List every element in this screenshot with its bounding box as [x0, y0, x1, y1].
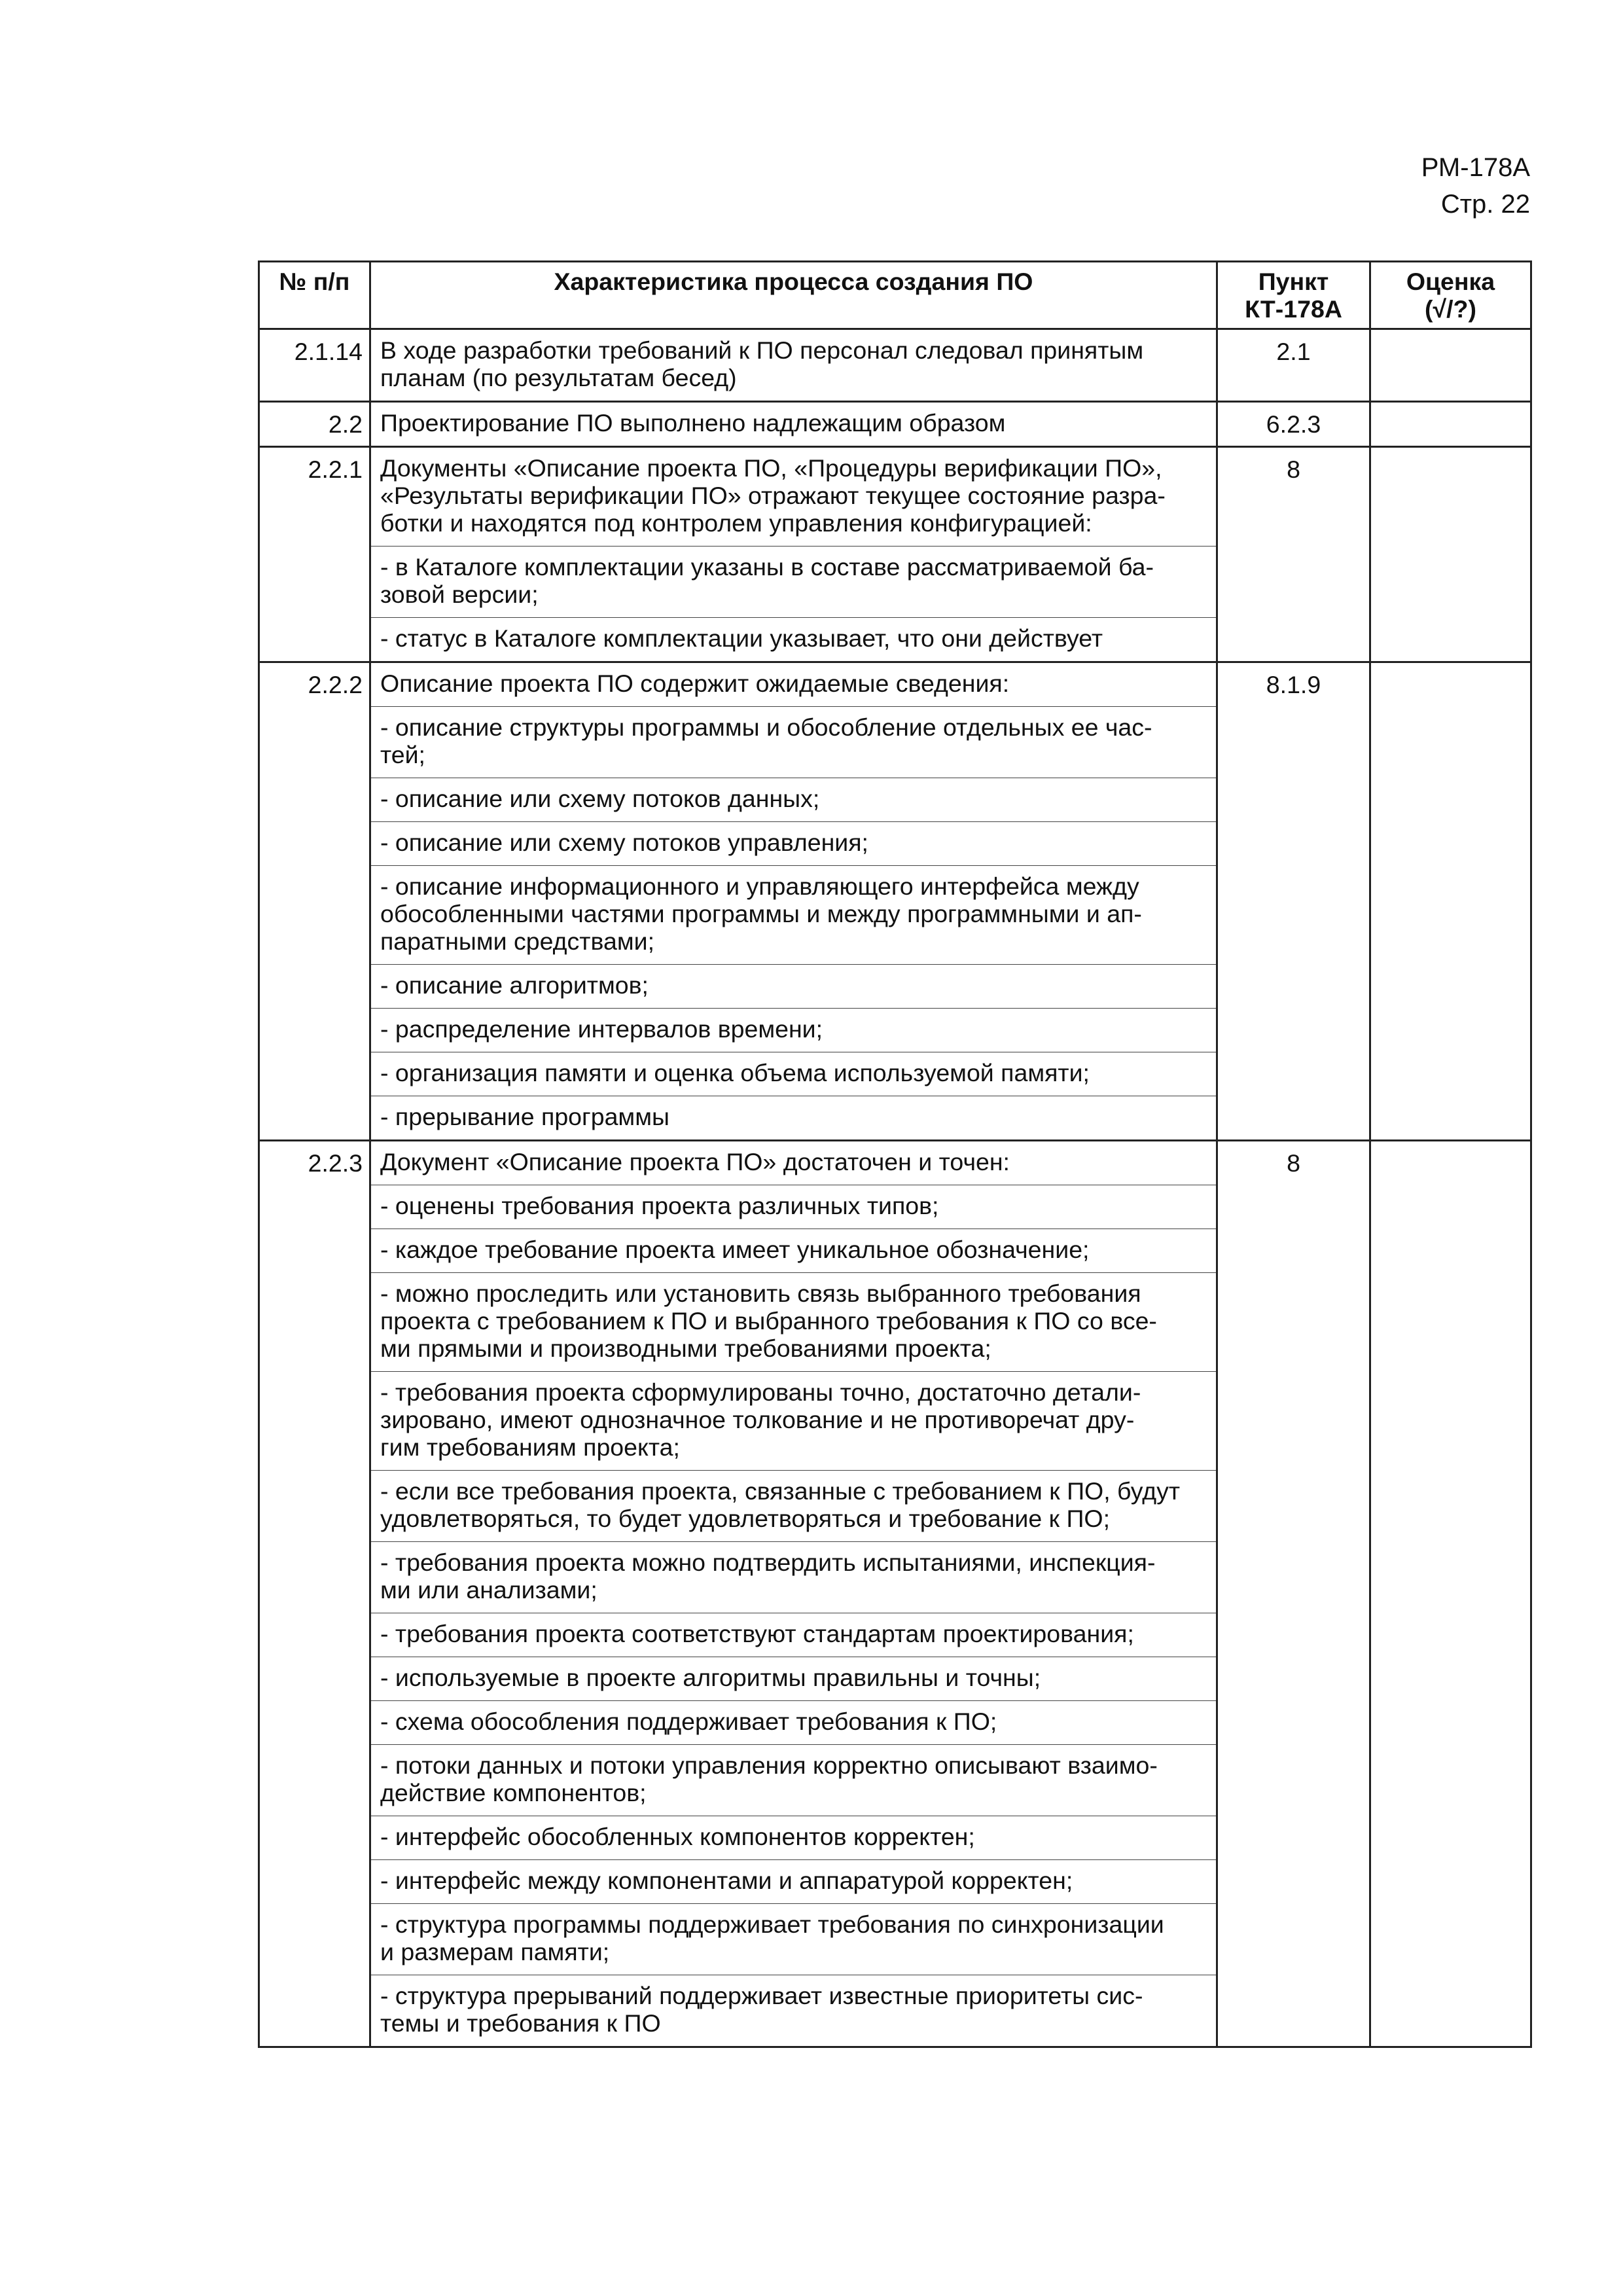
column-header-clause: Пункт КТ-178А: [1217, 262, 1370, 329]
characteristic-paragraph: - интерфейс обособленных компонентов корректен;: [371, 1816, 1216, 1859]
characteristic-paragraph: - в Каталоге комплектации указаны в составе рассматриваемой ба- зовой версии;: [371, 546, 1216, 617]
characteristic-paragraph: Документы «Описание проекта ПО, «Процедуры верификации ПО», «Результаты верификации ПО» отражают текущее состояние разра- ботки и находятся под контролем управления конфигурацией:: [380, 454, 1166, 537]
row-evaluation-cell[interactable]: [1370, 447, 1531, 662]
characteristic-paragraph: - можно проследить или установить связь выбранного требования проекта с требованием к ПО и выбранного требования к ПО со все- ми прямыми и производными требованиями проекта;: [371, 1272, 1216, 1371]
column-header-number: № п/п: [259, 262, 370, 329]
document-code: РМ-178А: [1421, 153, 1530, 182]
row-number: 2.2.1: [259, 447, 370, 662]
characteristic-paragraph: - используемые в проекте алгоритмы правильны и точны;: [371, 1657, 1216, 1700]
table-body: [259, 329, 1531, 2047]
row-evaluation-cell[interactable]: [1370, 329, 1531, 402]
characteristic-paragraph: - описание алгоритмов;: [371, 964, 1216, 1008]
characteristic-paragraph: - оценены требования проекта различных типов;: [371, 1185, 1216, 1229]
characteristic-paragraph: - статус в Каталоге комплектации указывает, что они действует: [371, 617, 1216, 661]
row-characteristic: [370, 329, 1217, 402]
row-characteristic: [370, 402, 1217, 447]
characteristic-paragraph: В ходе разработки требований к ПО персонал следовал принятым планам (по результатам бесед): [380, 336, 1144, 391]
column-header-characteristic: Характеристика процесса создания ПО: [370, 262, 1217, 329]
row-clause-ref: 8: [1217, 447, 1370, 662]
characteristic-paragraph: - прерывание программы: [371, 1096, 1216, 1139]
table-row: [259, 1141, 1531, 2047]
characteristic-paragraph: - структура прерываний поддерживает известные приоритеты сис- темы и требования к ПО: [371, 1975, 1216, 2046]
characteristic-paragraph: - интерфейс между компонентами и аппаратурой корректен;: [371, 1859, 1216, 1903]
row-characteristic: [370, 1141, 1217, 2047]
row-clause-ref: 6.2.3: [1217, 402, 1370, 447]
row-number: 2.2: [259, 402, 370, 447]
page-number: Стр. 22: [1440, 190, 1530, 219]
table-row: [259, 329, 1531, 402]
table-row: [259, 447, 1531, 662]
characteristic-paragraph: - описание структуры программы и обособление отдельных ее час- тей;: [371, 706, 1216, 778]
characteristic-paragraph: Описание проекта ПО содержит ожидаемые сведения:: [380, 670, 1010, 697]
row-characteristic: [370, 447, 1217, 662]
row-number: 2.1.14: [259, 329, 370, 402]
row-number: 2.2.3: [259, 1141, 370, 2047]
row-clause-ref: 2.1: [1217, 329, 1370, 402]
characteristic-paragraph: - схема обособления поддерживает требования к ПО;: [371, 1700, 1216, 1744]
row-clause-ref: 8: [1217, 1141, 1370, 2047]
row-evaluation-cell[interactable]: [1370, 662, 1531, 1141]
row-evaluation-cell[interactable]: [1370, 1141, 1531, 2047]
checklist-table: [258, 260, 1532, 2048]
characteristic-paragraph: - распределение интервалов времени;: [371, 1008, 1216, 1052]
table-row: [259, 662, 1531, 1141]
table-header-row: [259, 262, 1531, 329]
characteristic-paragraph: - описание или схему потоков управления;: [371, 821, 1216, 865]
page-header: [1421, 149, 1530, 223]
characteristic-paragraph: - структура программы поддерживает требования по синхронизации и размерам памяти;: [371, 1903, 1216, 1975]
column-header-evaluation: Оценка (√/?): [1370, 262, 1531, 329]
row-number: 2.2.2: [259, 662, 370, 1141]
row-characteristic: [370, 662, 1217, 1141]
table-row: [259, 402, 1531, 447]
row-evaluation-cell[interactable]: [1370, 402, 1531, 447]
characteristic-paragraph: - требования проекта можно подтвердить испытаниями, инспекция- ми или анализами;: [371, 1541, 1216, 1613]
characteristic-paragraph: Проектирование ПО выполнено надлежащим образом: [380, 409, 1006, 437]
characteristic-paragraph: - каждое требование проекта имеет уникальное обозначение;: [371, 1229, 1216, 1272]
characteristic-paragraph: Документ «Описание проекта ПО» достаточен и точен:: [380, 1148, 1010, 1175]
characteristic-paragraph: - требования проекта сформулированы точно, достаточно детали- зировано, имеют однозначное толкование и не противоречат дру- гим требованиям проекта;: [371, 1371, 1216, 1470]
characteristic-paragraph: - требования проекта соответствуют стандартам проектирования;: [371, 1613, 1216, 1657]
characteristic-paragraph: - потоки данных и потоки управления корректно описывают взаимо- действие компонентов;: [371, 1744, 1216, 1816]
characteristic-paragraph: - описание информационного и управляющего интерфейса между обособленными частями программы и между программными и ап- паратными средствами;: [371, 865, 1216, 964]
characteristic-paragraph: - если все требования проекта, связанные с требованием к ПО, будут удовлетворяться, то будет удовлетворяться и требование к ПО;: [371, 1470, 1216, 1541]
characteristic-paragraph: - описание или схему потоков данных;: [371, 778, 1216, 821]
row-clause-ref: 8.1.9: [1217, 662, 1370, 1141]
characteristic-paragraph: - организация памяти и оценка объема используемой памяти;: [371, 1052, 1216, 1096]
